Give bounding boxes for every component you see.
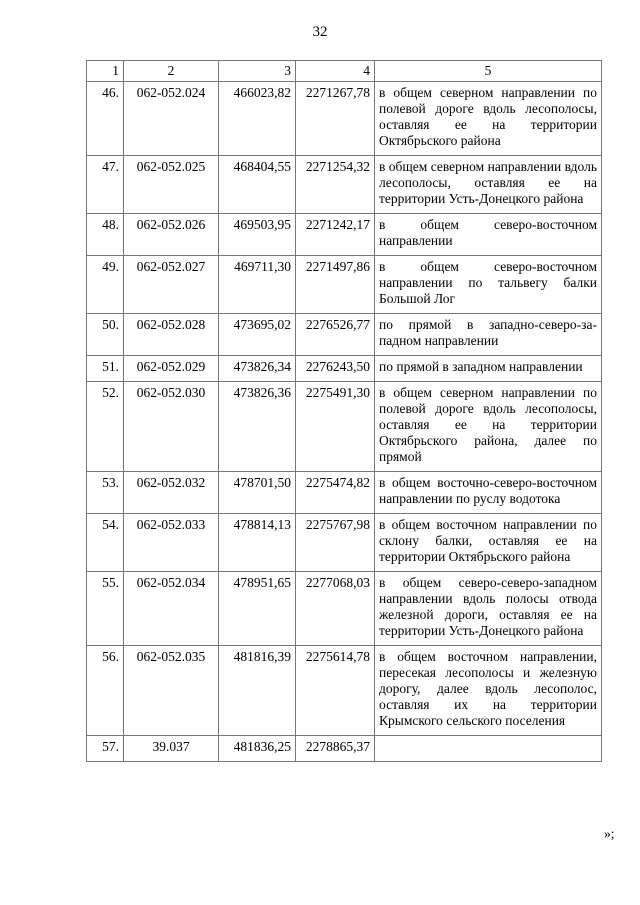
coord-x: 478814,13 bbox=[219, 514, 296, 572]
table-body bbox=[87, 82, 602, 762]
table-row bbox=[87, 256, 602, 314]
table-row bbox=[87, 356, 602, 382]
coord-y: 2271254,32 bbox=[296, 156, 375, 214]
row-number: 57. bbox=[87, 736, 124, 762]
point-code: 062-052.024 bbox=[124, 82, 219, 156]
row-number: 53. bbox=[87, 472, 124, 514]
coord-x: 478951,65 bbox=[219, 572, 296, 646]
coord-y: 2271267,78 bbox=[296, 82, 375, 156]
coord-y: 2275767,98 bbox=[296, 514, 375, 572]
coord-x: 473826,36 bbox=[219, 382, 296, 472]
row-number: 54. bbox=[87, 514, 124, 572]
point-code: 062-052.033 bbox=[124, 514, 219, 572]
point-code: 062-052.032 bbox=[124, 472, 219, 514]
point-code: 062-052.034 bbox=[124, 572, 219, 646]
direction-description: по прямой в западном направлении bbox=[375, 356, 602, 382]
coord-y: 2275491,30 bbox=[296, 382, 375, 472]
coord-y: 2276243,50 bbox=[296, 356, 375, 382]
coord-y: 2277068,03 bbox=[296, 572, 375, 646]
coord-x: 481816,39 bbox=[219, 646, 296, 736]
table-row bbox=[87, 472, 602, 514]
closing-mark: »; bbox=[604, 826, 615, 841]
coord-x: 466023,82 bbox=[219, 82, 296, 156]
coord-x: 478701,50 bbox=[219, 472, 296, 514]
direction-description: по прямой в западно-северо-западном направлении bbox=[375, 314, 602, 356]
direction-description: в общем восточном направлении, пересекая лесополосы и железную дорогу, далее вдоль лесополос, оставляя их на территории Крымского сельского поселения bbox=[375, 646, 602, 736]
row-number: 48. bbox=[87, 214, 124, 256]
page-number: 32 bbox=[312, 24, 328, 40]
coord-y: 2275474,82 bbox=[296, 472, 375, 514]
coord-y: 2278865,37 bbox=[296, 736, 375, 762]
table-row bbox=[87, 214, 602, 256]
header-col-5: 5 bbox=[375, 61, 602, 82]
direction-description: в общем северном направлении вдоль лесополосы, оставляя ее на территории Усть-Донецкого района bbox=[375, 156, 602, 214]
row-number: 46. bbox=[87, 82, 124, 156]
point-code: 062-052.029 bbox=[124, 356, 219, 382]
point-code: 39.037 bbox=[124, 736, 219, 762]
coord-y: 2271497,86 bbox=[296, 256, 375, 314]
coord-x: 469711,30 bbox=[219, 256, 296, 314]
header-col-4: 4 bbox=[296, 61, 375, 82]
row-number: 49. bbox=[87, 256, 124, 314]
direction-description: в общем восточно-северо-восточном направлении по руслу водотока bbox=[375, 472, 602, 514]
row-number: 50. bbox=[87, 314, 124, 356]
direction-description: в общем северо-восточном направлении по тальвегу балки Большой Лог bbox=[375, 256, 602, 314]
header-col-1: 1 bbox=[87, 61, 124, 82]
coord-x: 468404,55 bbox=[219, 156, 296, 214]
table-header-row bbox=[87, 61, 602, 82]
point-code: 062-052.030 bbox=[124, 382, 219, 472]
row-number: 56. bbox=[87, 646, 124, 736]
table-row bbox=[87, 646, 602, 736]
row-number: 47. bbox=[87, 156, 124, 214]
coord-x: 469503,95 bbox=[219, 214, 296, 256]
boundary-points-table bbox=[86, 60, 602, 762]
point-code: 062-052.028 bbox=[124, 314, 219, 356]
row-number: 55. bbox=[87, 572, 124, 646]
table-row bbox=[87, 572, 602, 646]
coord-x: 473826,34 bbox=[219, 356, 296, 382]
row-number: 51. bbox=[87, 356, 124, 382]
point-code: 062-052.035 bbox=[124, 646, 219, 736]
coord-y: 2275614,78 bbox=[296, 646, 375, 736]
coord-x: 473695,02 bbox=[219, 314, 296, 356]
direction-description: в общем восточном направлении по склону балки, оставляя ее на территории Октябрьского района bbox=[375, 514, 602, 572]
table-row bbox=[87, 514, 602, 572]
coord-x: 481836,25 bbox=[219, 736, 296, 762]
table-row bbox=[87, 156, 602, 214]
table-row bbox=[87, 382, 602, 472]
direction-description: в общем северном направлении по полевой дороге вдоль лесополосы, оставляя ее на территории Октябрьского района bbox=[375, 82, 602, 156]
header-col-2: 2 bbox=[124, 61, 219, 82]
coord-y: 2271242,17 bbox=[296, 214, 375, 256]
table-row bbox=[87, 82, 602, 156]
table-row bbox=[87, 314, 602, 356]
point-code: 062-052.027 bbox=[124, 256, 219, 314]
point-code: 062-052.025 bbox=[124, 156, 219, 214]
table-row bbox=[87, 736, 602, 762]
row-number: 52. bbox=[87, 382, 124, 472]
coord-y: 2276526,77 bbox=[296, 314, 375, 356]
direction-description: в общем северо-северо-западном направлении вдоль полосы отвода железной дороги, оставляя ее на территории Усть-Донецкого района bbox=[375, 572, 602, 646]
direction-description bbox=[375, 736, 602, 762]
header-col-3: 3 bbox=[219, 61, 296, 82]
direction-description: в общем северном направлении по полевой дороге вдоль лесополосы, оставляя ее на территории Октябрьского района, далее по прямой bbox=[375, 382, 602, 472]
point-code: 062-052.026 bbox=[124, 214, 219, 256]
direction-description: в общем северо-восточном направлении bbox=[375, 214, 602, 256]
